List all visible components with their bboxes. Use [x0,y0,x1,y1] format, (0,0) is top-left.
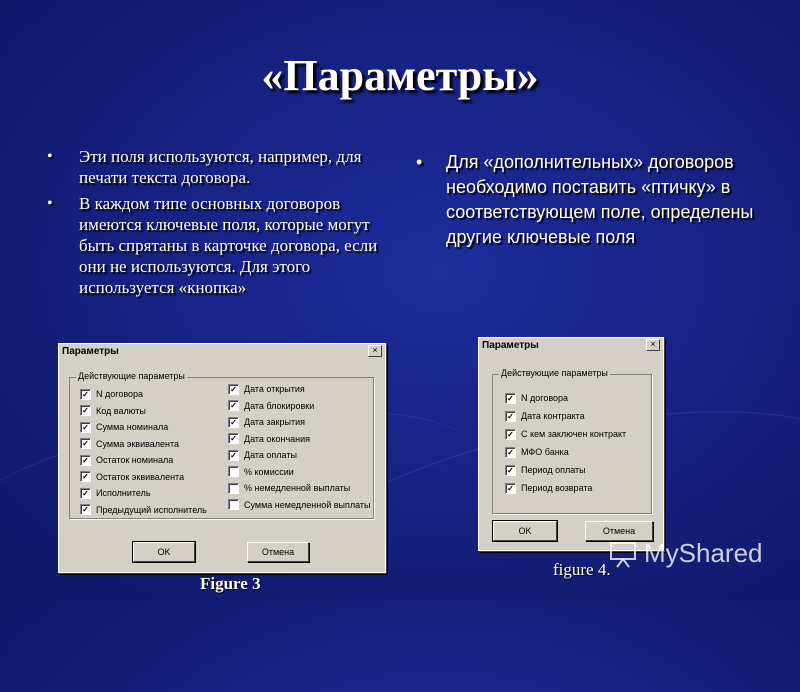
checkbox-row[interactable] [505,425,626,443]
checkbox-row[interactable] [80,386,207,403]
checkbox-checked[interactable]: ✓ [80,471,91,482]
checkbox[interactable] [228,499,239,510]
bullet-item: • Эти поля используются, например, для печати текста договора. [55,146,400,188]
dialog-titlebar [59,344,385,358]
checkbox-row[interactable] [80,436,207,453]
parameters-dialog-1 [58,343,386,573]
checkbox-label: Остаток номинала [96,455,174,466]
checkbox-checked[interactable]: ✓ [228,433,239,444]
checkbox-column-1 [80,386,207,518]
left-bullet-list [55,146,400,303]
checkbox-label: Дата контракта [521,411,585,421]
checkbox-checked[interactable]: ✓ [80,405,91,416]
dialog-titlebar [479,338,663,352]
checkbox-label: N договора [96,389,144,400]
checkbox-checked[interactable]: ✓ [505,447,516,458]
checkbox-label: % комиссии [244,466,294,477]
checkbox-row[interactable] [228,414,371,431]
checkbox-row[interactable] [80,452,207,469]
group-label: Действующие параметры [501,368,608,378]
checkbox-row[interactable] [80,502,207,519]
checkbox-label: N договора [521,393,569,403]
close-icon[interactable]: × [646,339,660,351]
checkbox-checked[interactable]: ✓ [505,483,516,494]
checkbox-checked[interactable]: ✓ [505,429,516,440]
ok-button[interactable]: OK [133,542,195,562]
checkbox-checked[interactable]: ✓ [228,400,239,411]
presentation-icon [608,540,638,568]
checkbox-row[interactable] [80,485,207,502]
bullet-item: • В каждом типе основных договоров имеются ключевые поля, которые могут быть спрятаны в карточке договора, если они не используются. Для этого используется «кнопка» [55,193,400,298]
right-bullet-list [420,150,760,250]
checkbox-row[interactable] [505,443,626,461]
checkbox-row[interactable] [505,479,626,497]
checkbox-checked[interactable]: ✓ [80,438,91,449]
checkbox-row[interactable] [80,469,207,486]
dialog-title: Параметры [62,345,119,357]
bullet-item: • Для «дополнительных» договоров необходимо поставить «птичку» в соответствующем поле, определены другие ключевые поля [420,150,760,250]
watermark-text: MyShared [644,538,763,568]
checkbox-checked[interactable]: ✓ [228,384,239,395]
group-label: Действующие параметры [78,371,185,381]
checkbox-label: Исполнитель [96,488,151,499]
checkbox-checked[interactable]: ✓ [228,417,239,428]
checkbox-label: Дата блокировки [244,400,315,411]
cancel-button[interactable]: Отмена [247,542,309,562]
checkbox-label: Дата оплаты [244,450,297,461]
checkbox-label: Сумма немедленной выплаты [244,499,371,510]
ok-button[interactable]: OK [493,521,557,541]
checkbox-column-2 [228,381,371,513]
parameters-dialog-2 [478,337,664,551]
checkbox-row[interactable] [228,447,371,464]
checkbox-label: Код валюты [96,405,146,416]
close-icon[interactable]: × [368,345,382,357]
checkbox-row[interactable] [505,389,626,407]
checkbox-label: Остаток эквивалента [96,471,185,482]
checkbox-checked[interactable]: ✓ [80,422,91,433]
checkbox-checked[interactable]: ✓ [228,450,239,461]
checkbox[interactable] [228,466,239,477]
checkbox-label: С кем заключен контракт [521,429,627,439]
checkbox-row[interactable] [80,403,207,420]
checkbox-row[interactable] [80,419,207,436]
checkbox-label: Дата открытия [244,384,305,395]
checkbox-row[interactable] [505,407,626,425]
checkbox-column [505,389,626,497]
checkbox-checked[interactable]: ✓ [80,504,91,515]
checkbox-label: Период возврата [521,483,593,493]
cancel-button[interactable]: Отмена [585,521,653,541]
checkbox-checked[interactable]: ✓ [505,393,516,404]
checkbox-checked[interactable]: ✓ [505,465,516,476]
active-parameters-group [492,368,652,514]
checkbox-row[interactable] [228,381,371,398]
checkbox-row[interactable] [228,497,371,514]
checkbox-label: Дата закрытия [244,417,305,428]
checkbox-label: МФО банка [521,447,569,457]
active-parameters-group [69,371,374,519]
checkbox-row[interactable] [228,480,371,497]
checkbox-checked[interactable]: ✓ [505,411,516,422]
watermark [608,538,763,569]
checkbox-row[interactable] [505,461,626,479]
checkbox-checked[interactable]: ✓ [80,389,91,400]
checkbox-label: Сумма эквивалента [96,438,180,449]
checkbox-label: Период оплаты [521,465,586,475]
slide-title: «Параметры» [261,51,539,100]
checkbox-label: % немедленной выплаты [244,483,351,494]
checkbox-label: Дата окончания [244,433,311,444]
checkbox-row[interactable] [228,464,371,481]
checkbox-row[interactable] [228,431,371,448]
checkbox-label: Сумма номинала [96,422,169,433]
checkbox[interactable] [228,483,239,494]
checkbox-checked[interactable]: ✓ [80,488,91,499]
dialog-title: Параметры [482,339,539,351]
figure-caption-right: figure 4. [553,560,611,579]
figure-caption-left: Figure 3 [200,574,261,593]
checkbox-checked[interactable]: ✓ [80,455,91,466]
checkbox-label: Предыдущий исполнитель [96,504,207,515]
checkbox-row[interactable] [228,398,371,415]
